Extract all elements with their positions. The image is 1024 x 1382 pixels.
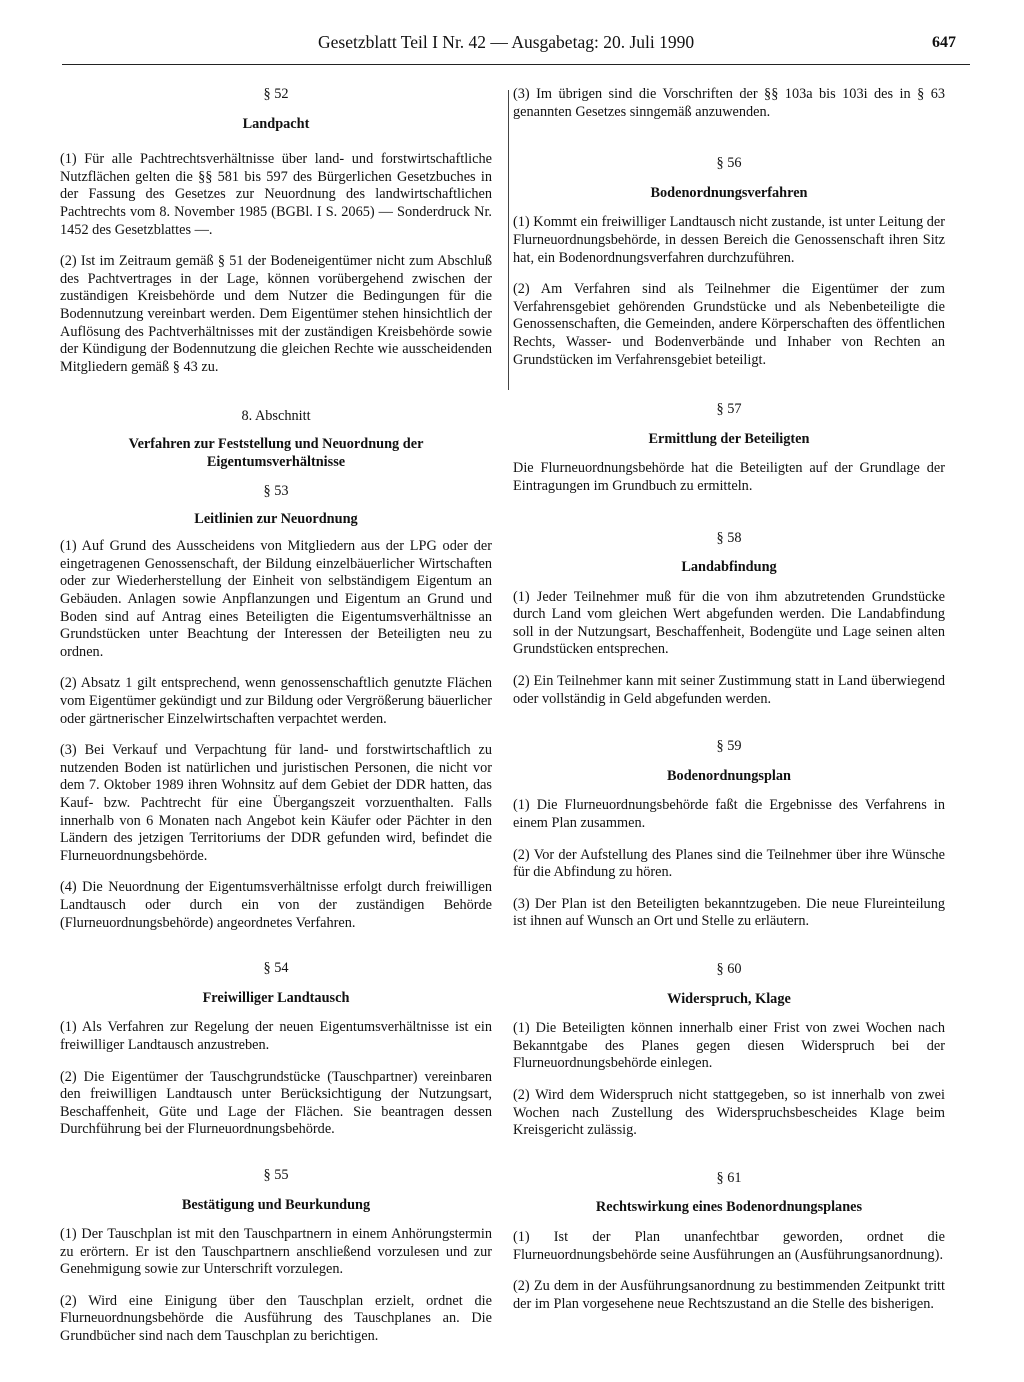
paragraph: (2) Die Eigentümer der Tauschgrundstücke (Tauschpartner) vereinbaren den freiwilligen Landtausch unter Berücksichtigung der Nutzungsart, Beschaffenheit, Güte und Lage der Flächen. Sie beantragen dessen Durchführung bei der Flurneuordnungsbehörde. <box>60 1068 492 1138</box>
paragraph: (2) Zu dem in der Ausführungsanordnung zu bestimmenden Zeitpunkt tritt der im Plan vorgesehene neue Rechtszustand an die Stelle des bisherigen. <box>513 1278 945 1312</box>
section-title: Ermittlung der Beteiligten <box>648 430 810 447</box>
paragraph: (2) Ist im Zeitraum gemäß § 51 der Bodeneigentümer nicht zum Abschluß des Pachtvertrages in der Lage, können vorübergehend zwischen der zuständigen Kreisbehörde und dem Nutzer die Bedingungen für die Bodennutzung vereinbart werden. Dem Eigentümer stehen hinsichtlich der Auflösung des Pachtverhältnisses mit der zuständigen Kreisbehörde sowie der Kündigung der Bodennutzung die gleichen Rechte wie ausscheidenden Mitgliedern gemäß § 43 zu. <box>60 253 492 375</box>
section-number: § 59 <box>716 738 742 755</box>
section-title: Landpacht <box>242 115 310 132</box>
section-title: Leitlinien zur Neuordnung <box>194 510 358 527</box>
section-title: Widerspruch, Klage <box>667 990 791 1007</box>
section-title: Bodenordnungsverfahren <box>650 184 808 201</box>
paragraph: (1) Auf Grund des Ausscheidens von Mitgliedern aus der LPG oder der eingetragenen Genossenschaft, der Bildung einzelbäuerlicher Wirtschaften oder zur Wiederherstellung der Einheit von selbständigem Eigentum an Gebäuden. Anlagen sowie Anpflanzungen und Eigentum an Grund und Boden sind auf Antrag eines Beteiligten die Eigentumsverhältnisse an Grundstücken unter Beachtung der Interessen der Beteiligten neu zu ordnen. <box>60 538 492 660</box>
paragraph: (1) Für alle Pachtrechtsverhältnisse über land- und forstwirtschaftliche Nutzflächen gelten die §§ 581 bis 597 des Bürgerlichen Gesetzbuches in der Fassung des Gesetzes zur Neuordnung des landwirtschaftlichen Pachtrechts vom 8. November 1985 (BGBl. I S. 2065) — Sonderdruck Nr. 1452 des Gesetzblattes —. <box>60 151 492 238</box>
section-number: § 58 <box>716 529 742 546</box>
section-number: § 53 <box>263 483 289 500</box>
paragraph: (3) Der Plan ist den Beteiligten bekanntzugeben. Die neue Flureinteilung ist ihnen auf Wunsch an Ort und Stelle zu erläutern. <box>513 895 945 930</box>
section-number: § 52 <box>263 86 289 102</box>
section-number: § 56 <box>716 155 742 172</box>
section-number: § 60 <box>716 961 742 977</box>
paragraph: (4) Die Neuordnung der Eigentumsverhältnisse erfolgt durch freiwilligen Landtausch oder durch ein von der zuständigen Behörde (Flurneuordnungsbehörde) angeordnetes Verfahren. <box>60 879 492 931</box>
paragraph: (1) Ist der Plan unanfechtbar geworden, ordnet die Flurneuordnungsbehörde seine Ausführungen an (Ausführungsanordnung). <box>513 1228 945 1263</box>
paragraph: (1) Jeder Teilnehmer muß für die von ihm abzutretenden Grundstücke durch Land vom gleichen Wert abgefunden werden. Die Landabfindung soll in der Nutzungsart, Beschaffenheit, Bodengüte und Lage seinen alten Grundstücken entsprechen. <box>513 588 945 658</box>
paragraph: (2) Absatz 1 gilt entsprechend, wenn genossenschaftlich genutzte Flächen vom Eigentümer gekündigt und zur Bildung oder Vergrößerung bäuerlicher oder gärtnerischer Einzelwirtschaften verpachtet werden. <box>60 675 492 727</box>
paragraph: (1) Als Verfahren zur Regelung der neuen Eigentumsverhältnisse ist ein freiwilliger Landtausch anzustreben. <box>60 1019 492 1053</box>
section-number: § 54 <box>263 960 289 977</box>
section-title: Landabfindung <box>681 559 777 576</box>
section-number: § 57 <box>716 401 742 418</box>
section-number: § 55 <box>263 1166 289 1183</box>
header-rule <box>62 64 970 65</box>
section-title: Freiwilliger Landtausch <box>202 989 350 1006</box>
paragraph: Die Flurneuordnungsbehörde hat die Beteiligten auf der Grundlage der Eintragungen im Grundbuch zu ermitteln. <box>513 460 945 494</box>
paragraph: (1) Der Tauschplan ist mit den Tauschpartnern in einem Anhörungstermin zu erörtern. Er ist den Tauschpartnern anschließend vorzulesen und zur Genehmigung sowie zur Unterschrift vorzulegen. <box>60 1226 492 1278</box>
paragraph: (3) Bei Verkauf und Verpachtung für land- und forstwirtschaftlich zu nutzenden Boden ist natürlichen und juristischen Personen, die nicht vor dem 7. Oktober 1989 ihren Wohnsitz auf dem Gebiet der DDR hatten, das Kauf- bzw. Pachtrecht für eine Übergangszeit vorzuenthalten. Falls innerhalb von 6 Monaten nach Angebot kein Käufer oder Pächter in den Ländern des jetzigen Territoriums der DDR gefunden wird, befindet die Flurneuordnungsbehörde. <box>60 742 492 864</box>
paragraph: (2) Vor der Aufstellung des Planes sind die Teilnehmer über ihre Wünsche für die Abfindung zu hören. <box>513 846 945 881</box>
gazette-title: Gesetzblatt Teil I Nr. 42 — Ausgabetag: 20. Juli 1990 <box>318 32 695 52</box>
paragraph: (2) Ein Teilnehmer kann mit seiner Zustimmung statt in Land überwiegend oder vollständig in Geld abgefunden werden. <box>513 673 945 707</box>
section-number: § 61 <box>716 1169 742 1186</box>
chapter-label: 8. Abschnitt <box>241 408 311 425</box>
paragraph: (1) Die Beteiligten können innerhalb einer Frist von zwei Wochen nach Bekanntgabe des Planes gegen diesen Widerspruch bei der Flurneuordnungsbehörde einlegen. <box>513 1020 945 1072</box>
section-title: Bodenordnungsplan <box>667 767 791 784</box>
right-column <box>513 86 945 1313</box>
paragraph: (1) Kommt ein freiwilliger Landtausch nicht zustande, ist unter Leitung der Flurneuordnungsbehörde, in dessen Bereich die Genossenschaft ihren Sitz hat, ein Bodenordnungsverfahren durchzuführen. <box>513 214 945 266</box>
paragraph: (2) Wird dem Widerspruch nicht stattgegeben, so ist innerhalb von zwei Wochen nach Zustellung des Widerspruchsbescheides Klage beim Kreisgericht zulässig. <box>513 1086 945 1139</box>
page-header <box>0 0 1024 70</box>
paragraph: (2) Wird eine Einigung über den Tauschplan erzielt, ordnet die Flurneuordnungsbehörde die Ausführung des Tauschplanes an. Die Grundbücher sind nach dem Tauschplan zu berichtigen. <box>60 1292 492 1345</box>
chapter-title: Verfahren zur Feststellung und Neuordnung der Eigentumsverhältnisse <box>128 435 424 470</box>
left-column <box>60 86 492 1346</box>
paragraph: (1) Die Flurneuordnungsbehörde faßt die Ergebnisse des Verfahrens in einem Plan zusammen. <box>513 797 945 832</box>
paragraph: (2) Am Verfahren sind als Teilnehmer die Eigentümer der zum Verfahrensgebiet gehörenden Grundstücke und als Nebenbeteiligte die Genossenschaften, die Gemeinden, andere Körperschaften des öffentlichen Rechts, Wasser- und Bodenverbände und Inhaber von Rechten an Grundstücken im Verfahrensgebiet beteiligt. <box>513 281 945 368</box>
paragraph: (3) Im übrigen sind die Vorschriften der §§ 103a bis 103i des in § 63 genannten Gesetzes sinngemäß anzuwenden. <box>513 86 945 120</box>
page-number: 647 <box>932 34 956 51</box>
column-divider <box>508 90 509 390</box>
section-title: Bestätigung und Beurkundung <box>181 1196 371 1213</box>
section-title: Rechtswirkung eines Bodenordnungsplanes <box>595 1199 863 1216</box>
